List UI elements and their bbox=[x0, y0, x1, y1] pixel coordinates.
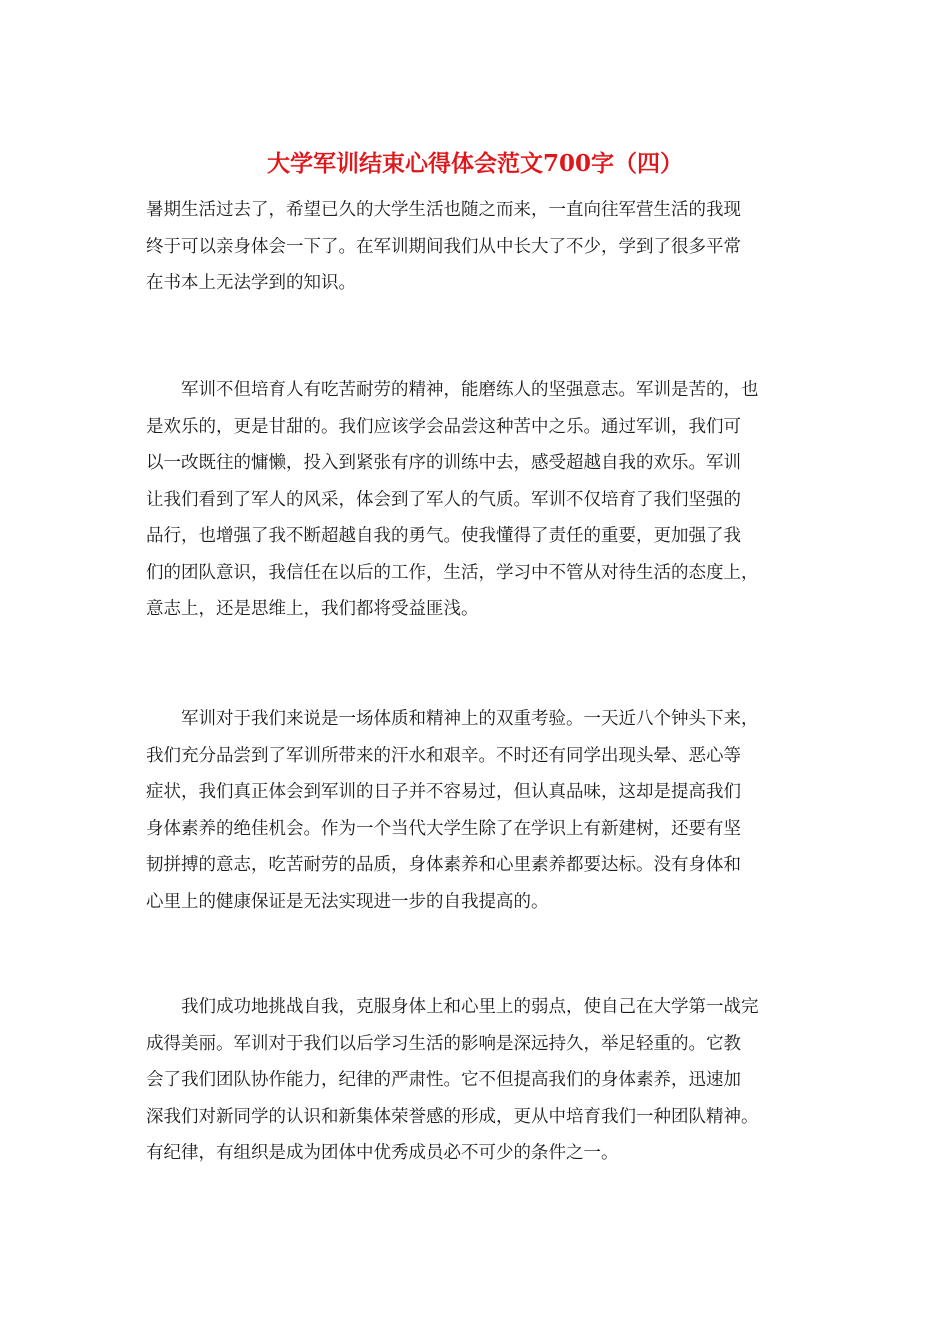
paragraph-line: 身体素养的绝佳机会。作为一个当代大学生除了在学识上有新建树，还要有坚 bbox=[146, 818, 741, 839]
paragraph-line: 我们充分品尝到了军训所带来的汗水和艰辛。不时还有同学出现头晕、恶心等 bbox=[146, 745, 741, 766]
paragraph-line: 品行，也增强了我不断超越自我的勇气。使我懂得了责任的重要，更加强了我 bbox=[146, 526, 741, 546]
paragraph-line: 军训对于我们来说是一场体质和精神上的双重考验。一天近八个钟头下来， bbox=[146, 709, 759, 729]
paragraph-line: 让我们看到了军人的风采，体会到了军人的气质。军训不仅培育了我们坚强的 bbox=[146, 489, 741, 510]
paragraph-line: 韧拼搏的意志，吃苦耐劳的品质，身体素养和心里素养都要达标。没有身体和 bbox=[146, 855, 741, 875]
paragraph-line: 以一改既往的慵懒，投入到紧张有序的训练中去，感受超越自我的欢乐。军训 bbox=[146, 453, 741, 473]
paragraph-3 bbox=[146, 701, 811, 920]
paragraph-line: 症状，我们真正体会到军训的日子并不容易过，但认真品味，这却是提高我们 bbox=[146, 782, 741, 802]
paragraph-line: 会了我们团队协作能力，纪律的严肃性。它不但提高我们的身体素养，迅速加 bbox=[146, 1070, 741, 1090]
paragraph-4 bbox=[146, 989, 811, 1172]
paragraph-line: 暑期生活过去了，希望已久的大学生活也随之而来，一直向往军营生活的我现 bbox=[146, 200, 741, 220]
paragraph-line: 有纪律，有组织是成为团体中优秀成员必不可少的条件之一。 bbox=[146, 1143, 619, 1163]
paragraph-1 bbox=[146, 192, 811, 302]
document-title: 大学军训结束心得体会范文700字（四） bbox=[266, 150, 683, 177]
paragraph-line: 是欢乐的，更是甘甜的。我们应该学会品尝这种苦中之乐。通过军训，我们可 bbox=[146, 416, 741, 437]
paragraph-line: 深我们对新同学的认识和新集体荣誉感的形成，更从中培育我们一种团队精神。 bbox=[146, 1106, 759, 1127]
paragraph-line: 军训不但培育人有吃苦耐劳的精神，能磨练人的坚强意志。军训是苦的，也 bbox=[146, 380, 759, 400]
paragraph-line: 终于可以亲身体会一下了。在军训期间我们从中长大了不少，学到了很多平常 bbox=[146, 236, 741, 257]
paragraph-line: 意志上，还是思维上，我们都将受益匪浅。 bbox=[146, 599, 479, 619]
paragraph-line: 心里上的健康保证是无法实现进一步的自我提高的。 bbox=[146, 891, 549, 912]
paragraph-line: 们的团队意识，我信任在以后的工作，生活，学习中不管从对待生活的态度上， bbox=[146, 562, 759, 583]
paragraph-line: 成得美丽。军训对于我们以后学习生活的影响是深远持久，举足轻重的。它教 bbox=[146, 1033, 741, 1054]
paragraph-line: 我们成功地挑战自我，克服身体上和心里上的弱点，使自己在大学第一战完 bbox=[146, 997, 759, 1017]
paragraph-line: 在书本上无法学到的知识。 bbox=[146, 273, 356, 293]
paragraph-2 bbox=[146, 372, 811, 628]
